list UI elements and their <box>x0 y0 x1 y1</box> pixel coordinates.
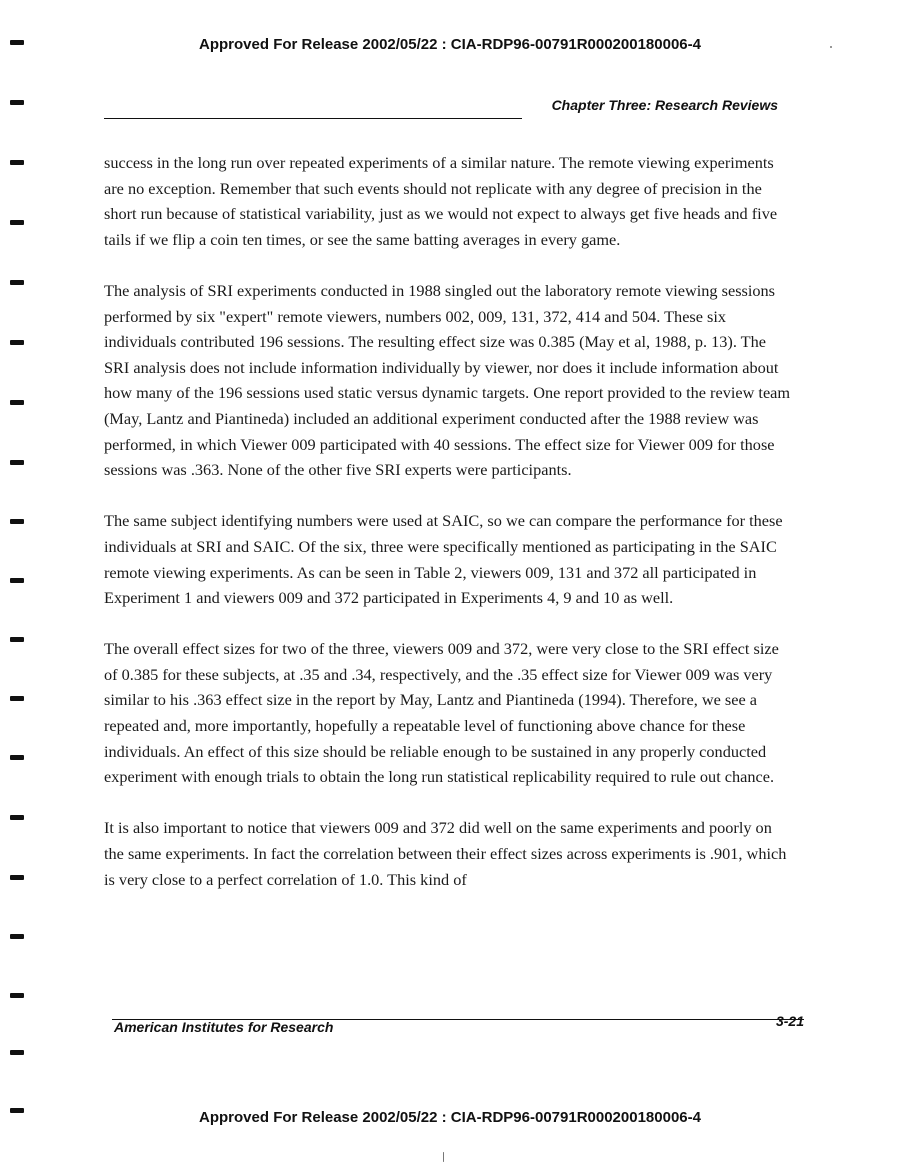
page-number: 3-21 <box>775 1013 804 1029</box>
punch-mark <box>10 400 24 405</box>
punch-mark <box>10 578 24 583</box>
release-notice-bottom: Approved For Release 2002/05/22 : CIA-RDP96-00791R000200180006-4 <box>199 1109 701 1126</box>
punch-mark <box>10 40 24 45</box>
punch-mark <box>10 460 24 465</box>
punch-mark <box>10 100 24 105</box>
paragraph-3: The same subject identifying numbers were used at SAIC, so we can compare the performance for these individuals at SRI and SAIC. Of the six, three were specifically mentioned as participating in the SAIC remote viewing experiments. As can be seen in Table 2, viewers 009, 131 and 372 all participated in Experiment 1 and viewers 009 and 372 participated in Experiments 4, 9 and 10 as well. <box>104 511 783 608</box>
punch-mark <box>10 637 24 642</box>
punch-mark <box>10 815 24 820</box>
scan-speck <box>443 1152 444 1162</box>
punch-mark <box>10 755 24 760</box>
punch-mark <box>10 220 24 225</box>
punch-mark <box>10 280 24 285</box>
chapter-title: Chapter Three: Research Reviews <box>551 97 778 113</box>
punch-mark <box>10 519 24 524</box>
punch-mark <box>10 160 24 165</box>
body-text <box>104 150 794 918</box>
scan-speck <box>830 46 832 48</box>
punch-mark <box>10 875 24 880</box>
header-rule <box>104 118 522 119</box>
paragraph-4: The overall effect sizes for two of the three, viewers 009 and 372, were very close to the SRI effect size of 0.385 for these subjects, at .35 and .34, respectively, and the .35 effect size for Viewer 009 was very similar to his .363 effect size in the report by May, Lantz and Piantineda (1994). Therefore, we see a repeated and, more importantly, hopefully a repeatable level of functioning above chance for these individuals. An effect of this size should be reliable enough to be sustained in any properly conducted experiment with enough trials to obtain the long run statistical replicability required to rule out chance. <box>104 639 779 787</box>
punch-mark <box>10 993 24 998</box>
paragraph-2: The analysis of SRI experiments conducted in 1988 singled out the laboratory remote viewing sessions performed by six "expert" remote viewers, numbers 002, 009, 131, 372, 414 and 504. These six individuals contributed 196 sessions. The resulting effect size was 0.385 (May et al, 1988, p. 13). The SRI analysis does not include information individually by viewer, nor does it include information about how many of the 196 sessions used static versus dynamic targets. One report provided to the review team (May, Lantz and Piantineda) included an additional experiment conducted after the 1988 review was performed, in which Viewer 009 participated with 40 sessions. The effect size for Viewer 009 for those sessions was .363. None of the other five SRI experts were participants. <box>104 280 791 480</box>
punch-mark <box>10 340 24 345</box>
paragraph-5: It is also important to notice that viewers 009 and 372 did well on the same experiments and poorly on the same experiments. In fact the correlation between their effect sizes across experiments is .901, which is very close to a perfect correlation of 1.0. This kind of <box>104 818 787 889</box>
punch-mark <box>10 696 24 701</box>
punch-mark <box>10 1108 24 1113</box>
paragraph-1: success in the long run over repeated experiments of a similar nature. The remote viewing experiments are no exception. Remember that such events should not replicate with any degree of precision in the short run because of statistical variability, just as we would not expect to always get five heads and five tails if we flip a coin ten times, or see the same batting averages in every game. <box>104 153 778 249</box>
footer-organization: American Institutes for Research <box>114 1019 334 1035</box>
punch-mark <box>10 934 24 939</box>
release-notice-top: Approved For Release 2002/05/22 : CIA-RDP96-00791R000200180006-4 <box>199 36 701 53</box>
punch-mark <box>10 1050 24 1055</box>
